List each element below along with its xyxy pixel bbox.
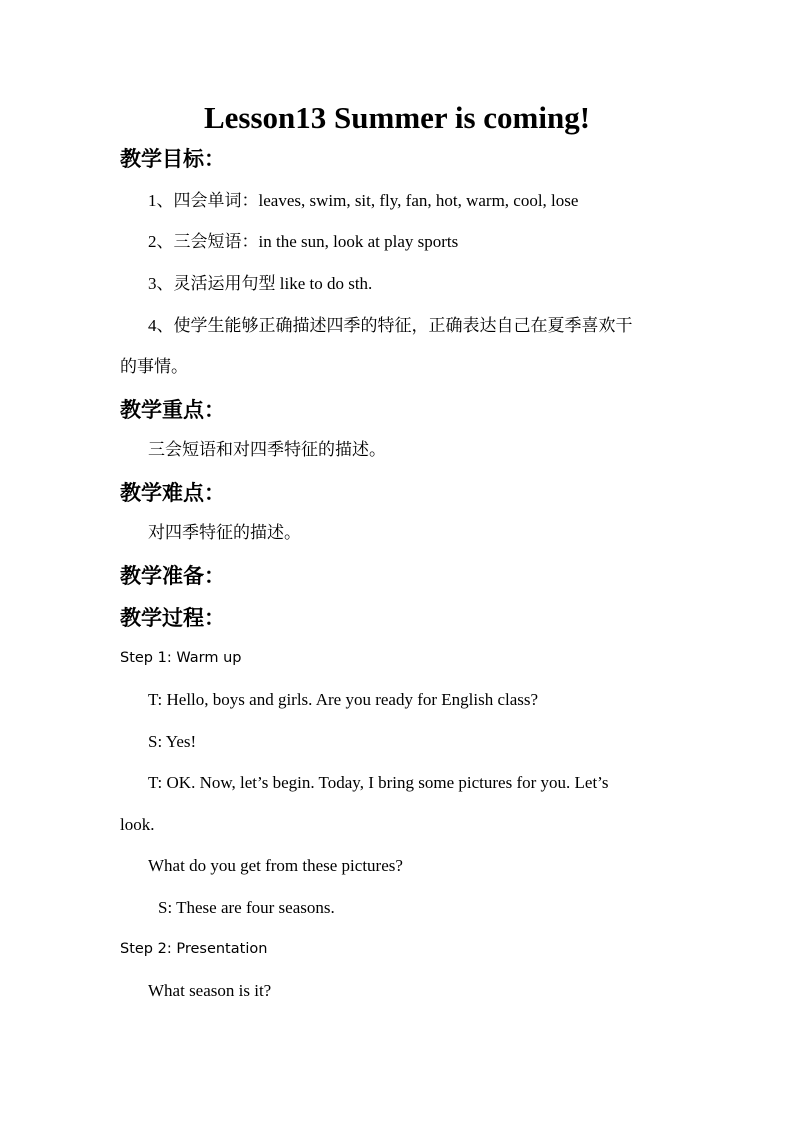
step2-line-1: What season is it? <box>148 981 272 1000</box>
process-heading: 教学过程： <box>120 605 225 630</box>
objectives-heading: 教学目标： <box>120 146 225 171</box>
difficulties-text: 对四季特征的描述。 <box>148 523 301 542</box>
objective-item-3: 3、灵活运用句型 like to do sth. <box>148 274 373 293</box>
step1-line-4: look. <box>120 815 155 834</box>
step2-title: Step 2: Presentation <box>120 941 268 957</box>
objective-item-1: 1、四会单词：leaves, swim, sit, fly, fan, hot, warm, cool, lose <box>148 191 579 210</box>
key-points-heading: 教学重点： <box>120 397 225 422</box>
step1-line-6: S: These are four seasons. <box>158 898 335 917</box>
lesson-title: Lesson13 Summer is coming! <box>203 100 591 135</box>
objective-item-4: 4、使学生能够正确描述四季的特征，正确表达自己在夏季喜欢干 <box>148 316 633 335</box>
step1-line-5: What do you get from these pictures? <box>148 856 403 875</box>
step1-line-3: T: OK. Now, let’s begin. Today, I bring some pictures for you. Let’s <box>148 773 609 792</box>
objective-item-2: 2、三会短语：in the sun, look at play sports <box>148 232 459 251</box>
step1-title: Step 1: Warm up <box>120 650 242 666</box>
step1-line-2: S: Yes! <box>148 732 197 751</box>
difficulties-heading: 教学难点： <box>120 480 225 505</box>
key-points-text: 三会短语和对四季特征的描述。 <box>148 440 386 459</box>
preparation-heading: 教学准备： <box>120 563 225 588</box>
step1-line-1: T: Hello, boys and girls. Are you ready for English class? <box>148 690 539 709</box>
objective-item-4-continuation: 的事情。 <box>120 357 188 376</box>
